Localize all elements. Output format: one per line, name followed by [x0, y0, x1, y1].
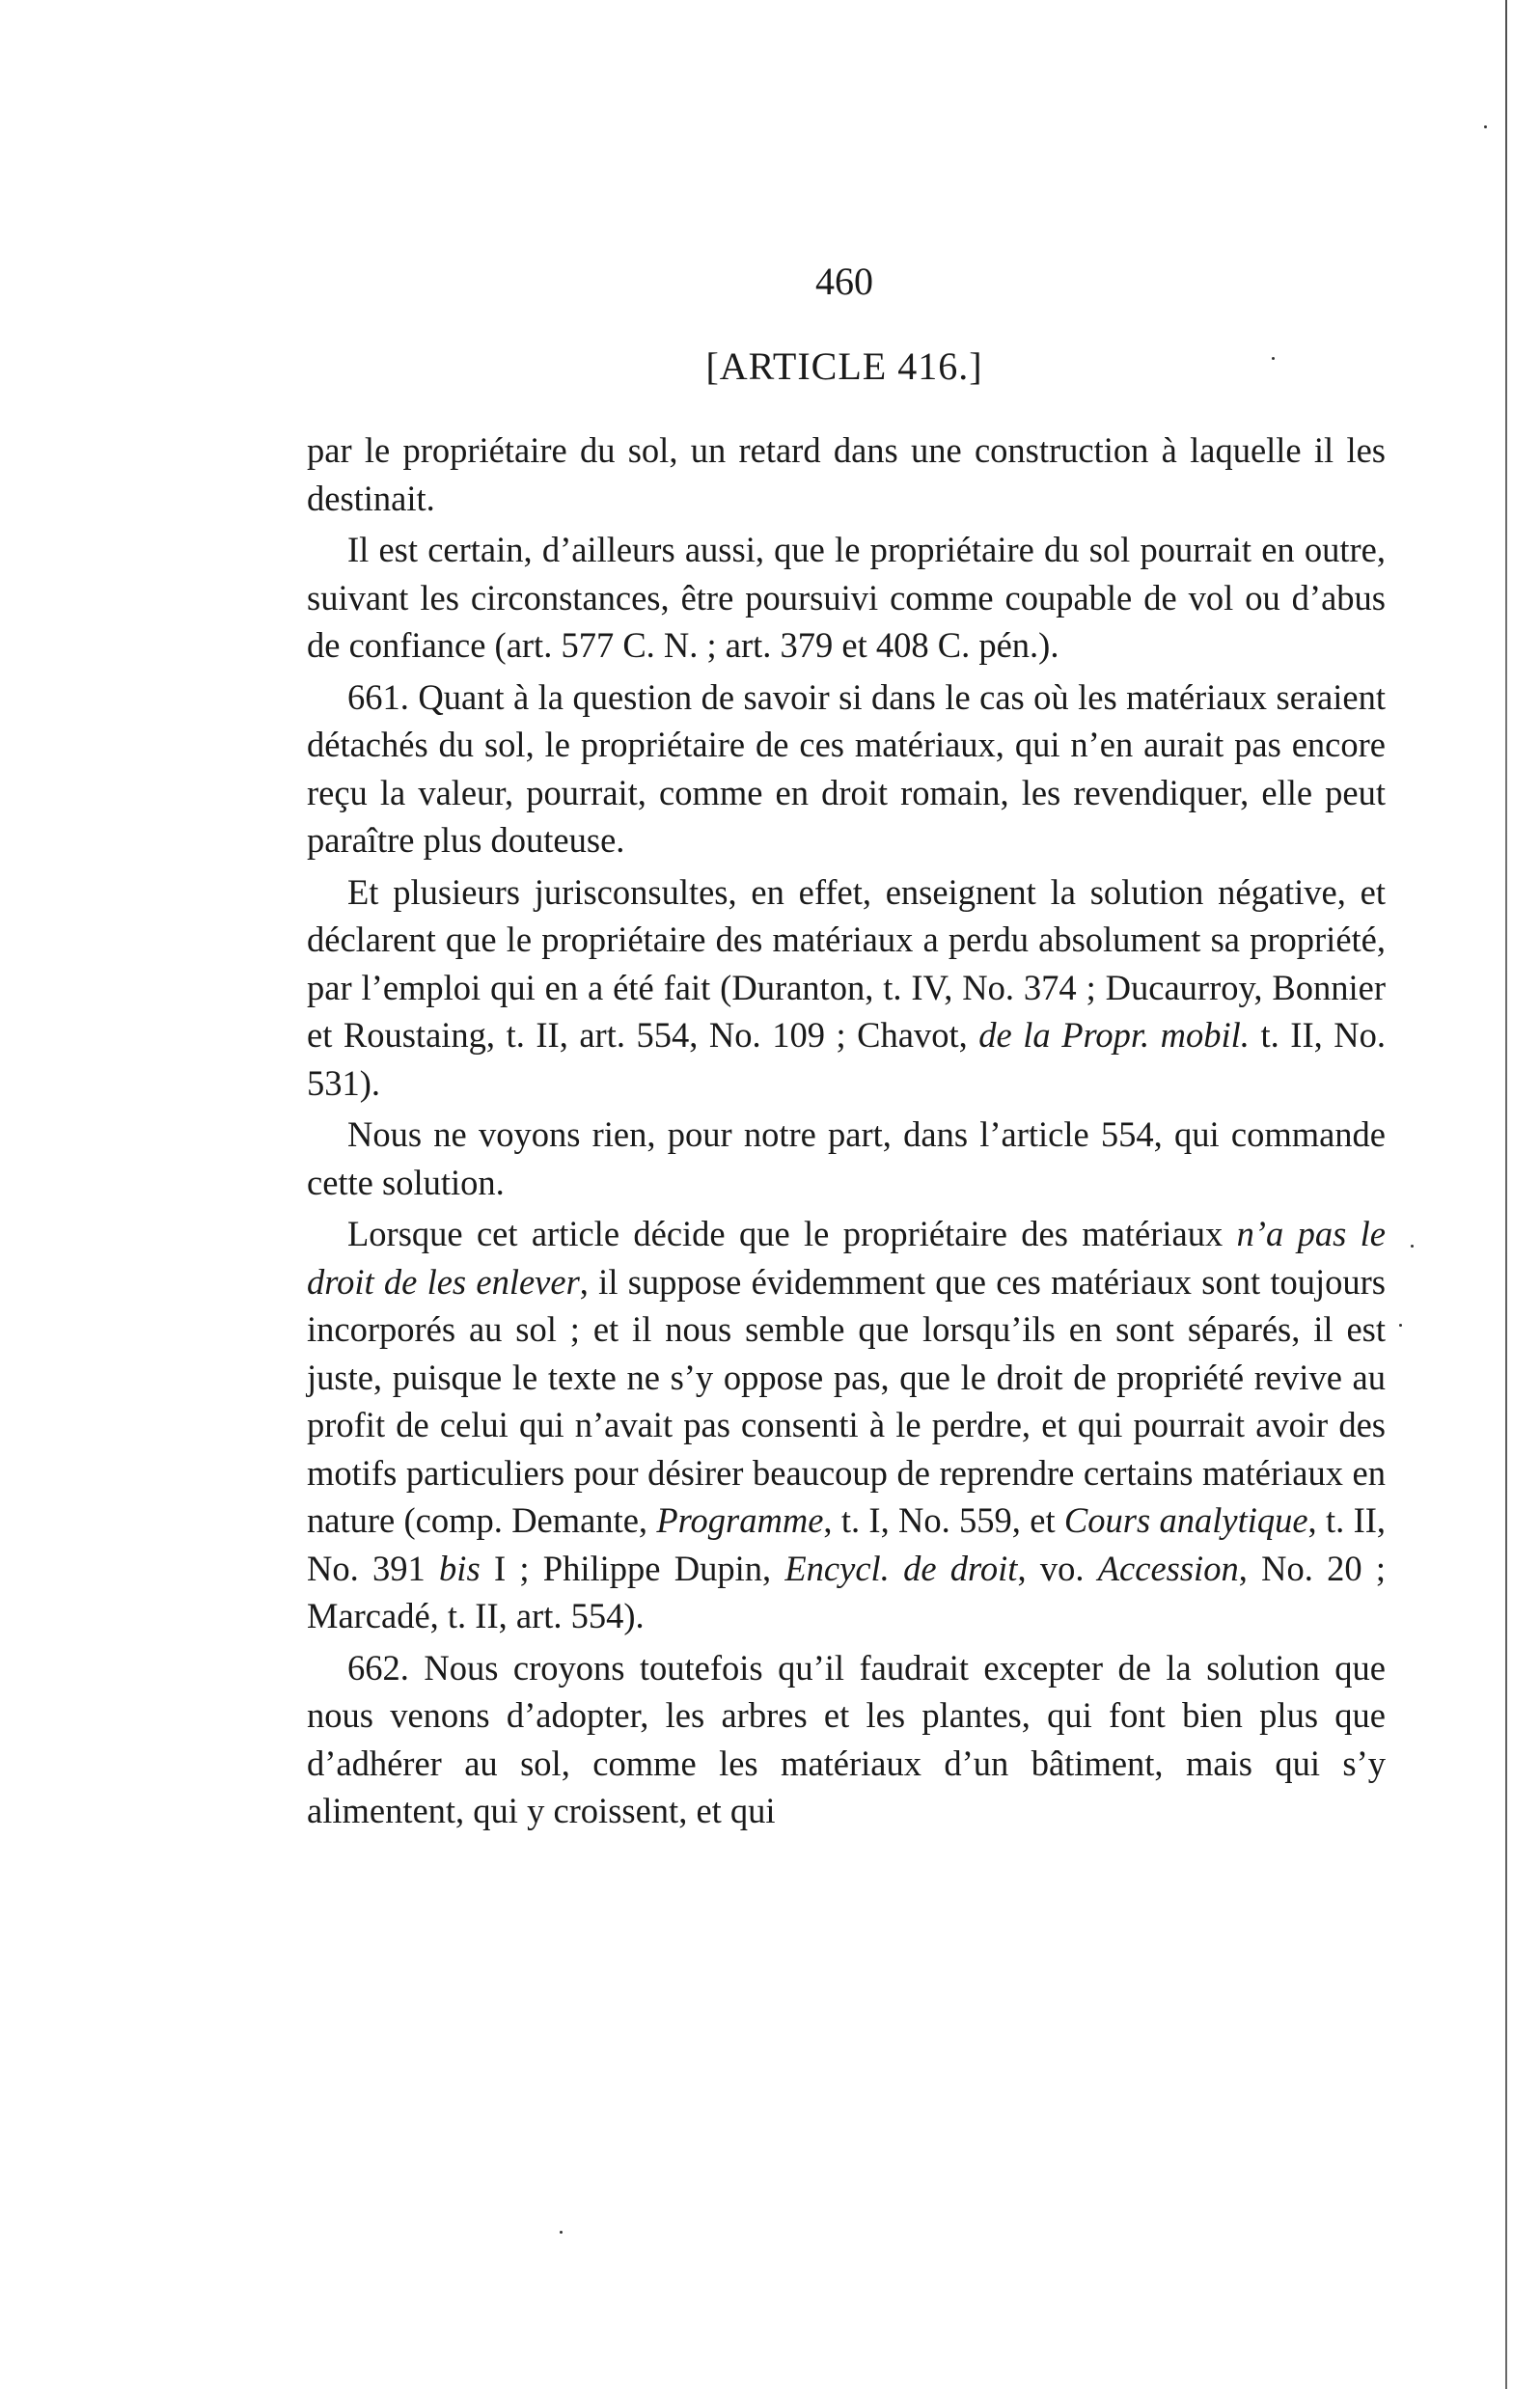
- italic-citation: Accession: [1097, 1548, 1239, 1588]
- scan-speck: [560, 2231, 563, 2234]
- paragraph-text: Nous ne voyons rien, pour notre part, dans l’article 554, qui commande cette solution.: [307, 1114, 1386, 1202]
- paragraph-text: Nous croyons toutefois qu’il faudrait excepter de la solution que nous venons d’adopter, les arbres et les plantes, qui font bien plus que d’adhérer au sol, comme les matériaux d’un bâtiment, mais qui s’y alimentent, qui y croissent, et qui: [307, 1647, 1386, 1830]
- paragraph: [307, 1210, 1386, 1640]
- paragraph-text: , No. 20 ; Marcadé, t. II, art. 554).: [307, 1548, 1387, 1635]
- section-number: 662.: [347, 1647, 409, 1688]
- italic-quote: n’a pas le droit de les enlever: [307, 1214, 1387, 1302]
- paragraph-text: , t. II, No. 391: [307, 1500, 1386, 1588]
- paragraph-text: , vo.: [1017, 1548, 1085, 1588]
- paragraph: [307, 868, 1386, 1108]
- italic-citation: Programme: [656, 1500, 824, 1540]
- page-number: 460: [815, 260, 873, 303]
- body-text: [307, 426, 1386, 1839]
- section-number: 661.: [347, 676, 409, 717]
- paragraph-text: Et plusieurs jurisconsultes, en effet, enseignent la solution négative, et déclarent que le propriétaire des matériaux a perdu absolument sa propriété, par l’emploi qui en a été fait (Duranton, t. IV, No. 374 ; Ducaurroy, Bonnier et Roustaing, t. II, art. 554, No. 109 ; Chavot,: [307, 871, 1386, 1055]
- paragraph-text: , il suppose évidemment que ces matériaux sont toujours incorporés au sol ; et il nous semble que lorsqu’ils en sont séparés, il est juste, puisque le texte ne s’y oppose pas, que le droit de propriété revive au profit de celui qui n’avait pas consenti à le perdre, et qui pourrait avoir des motifs particuliers pour désirer beaucoup de reprendre certains matériaux en nature (comp. Demante,: [307, 1261, 1386, 1540]
- italic-citation: Encycl. de droit: [784, 1548, 1018, 1588]
- paragraph: [307, 1111, 1386, 1206]
- italic-citation: de la Propr. mobil.: [978, 1015, 1250, 1055]
- running-head: [ARTICLE 416.]: [705, 344, 983, 388]
- scan-speck: [1411, 1245, 1414, 1248]
- paragraph: [307, 1644, 1386, 1835]
- paragraph: [307, 673, 1386, 865]
- paragraph-text: , t. I, No. 559, et: [823, 1500, 1056, 1540]
- paragraph: [307, 426, 1386, 522]
- italic-citation: Cours analytique: [1063, 1500, 1308, 1540]
- paragraph-text: par le propriétaire du sol, un retard dans une construction à laquelle il les destinait.: [307, 430, 1386, 518]
- scan-speck: [1399, 1324, 1402, 1327]
- italic-citation: bis: [439, 1548, 481, 1588]
- paragraph-text: Lorsque cet article décide que le propriétaire des matériaux: [347, 1214, 1224, 1253]
- paragraph-text: Quant à la question de savoir si dans le cas où les matériaux seraient détachés du sol, le propriétaire de ces matériaux, qui n’en aurait pas encore reçu la valeur, pourrait, comme en droit romain, les revendiquer, elle peut paraître plus douteuse.: [307, 676, 1387, 860]
- paragraph-text: I ; Philippe Dupin,: [493, 1548, 772, 1588]
- paragraph: [307, 526, 1386, 670]
- paragraph-text: Il est certain, d’ailleurs aussi, que le propriétaire du sol pourrait en outre, suivant les circonstances, être poursuivi comme coupable de vol ou d’abus de confiance (art. 577 C. N. ; art. 379 et 408 C. pén.).: [307, 530, 1386, 665]
- scan-speck: [1272, 357, 1275, 360]
- scan-speck: [1484, 125, 1487, 128]
- paragraph-text: t. II, No. 531).: [307, 1015, 1386, 1103]
